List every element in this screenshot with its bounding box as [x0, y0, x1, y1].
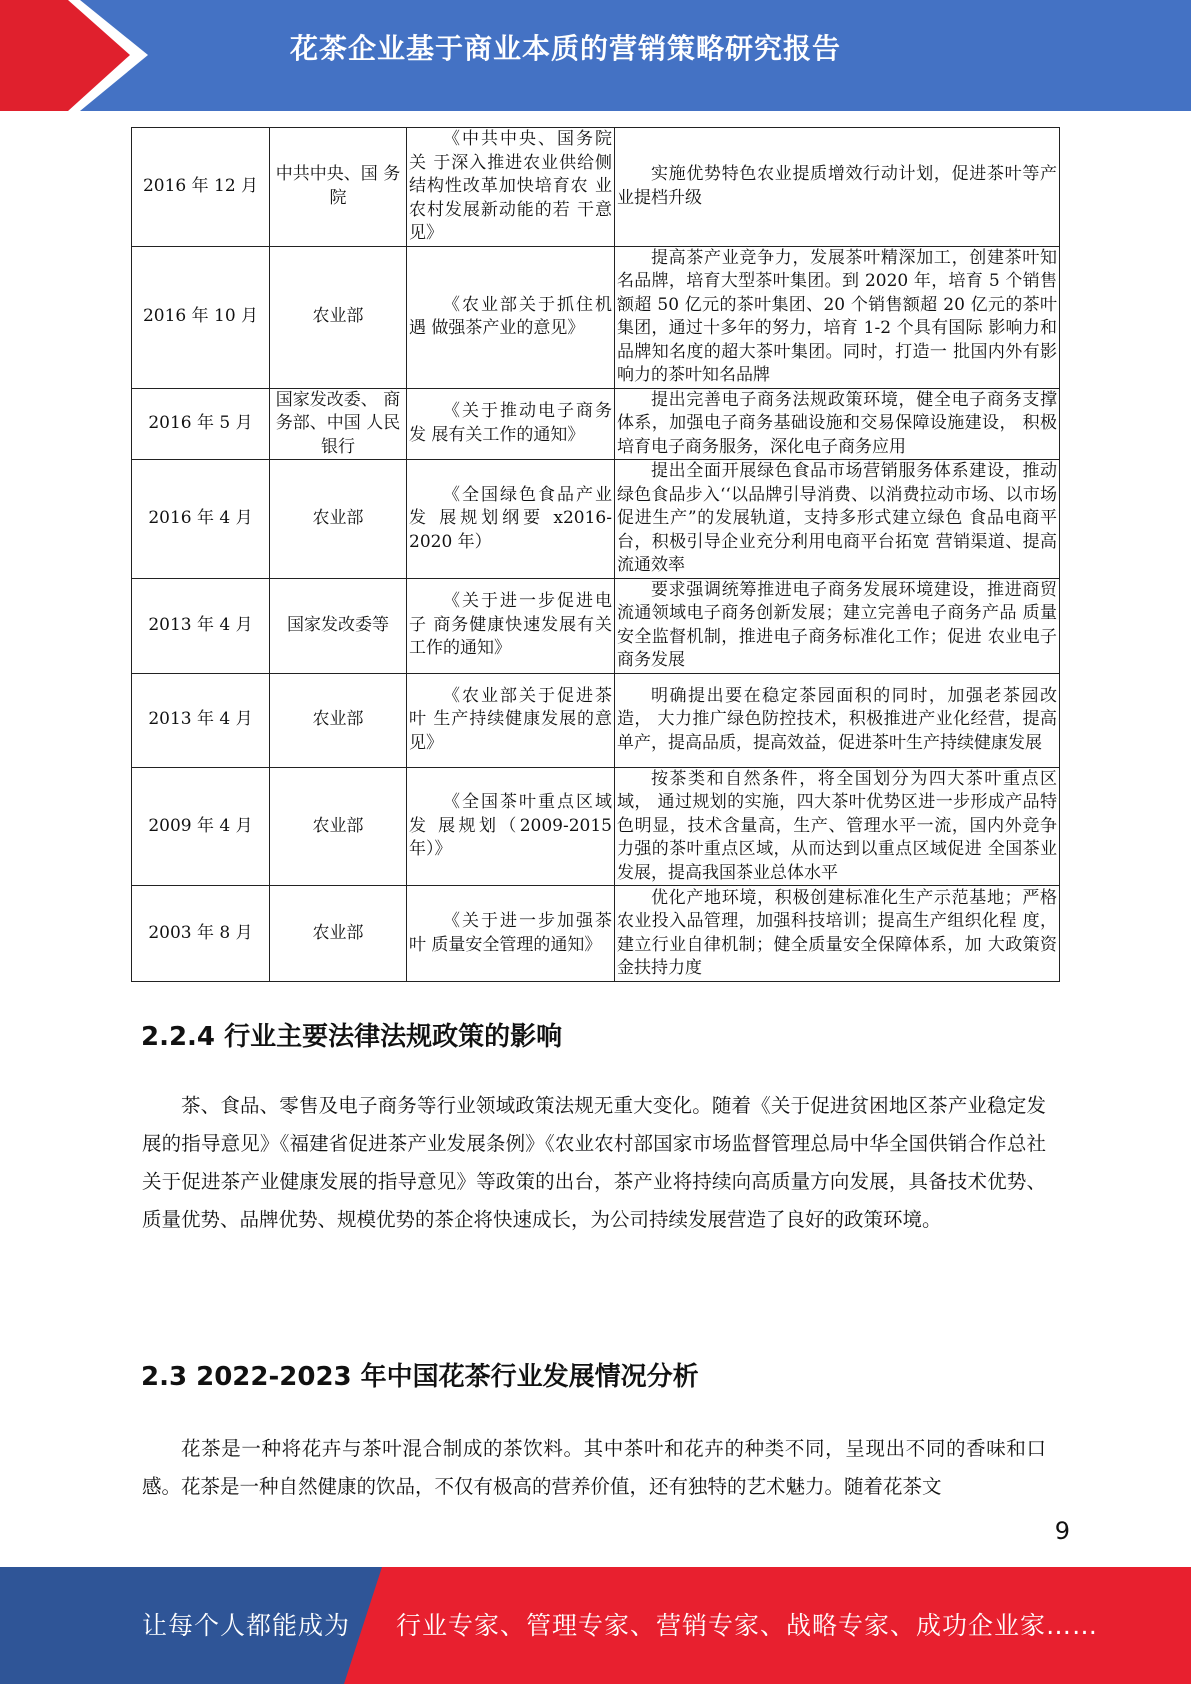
policy-document: 《中共中央、国务院关 于深入推进农业供给侧 结构性改革加快培育农 业农村发展新动能的若 干意见》 [407, 128, 615, 247]
policy-table [131, 127, 1060, 982]
section-2-3-paragraph: 花茶是一种将花卉与茶叶混合制成的茶饮料。其中茶叶和花卉的种类不同，呈现出不同的香味和口感。花茶是一种自然健康的饮品，不仅有极高的营养价值，还有独特的艺术魅力。随着花茶文 [142, 1437, 1046, 1498]
table-row [132, 886, 1060, 982]
policy-content: 提出完善电子商务法规政策环境，健全电子商务支撑体系，加强电子商务基础设施和交易保障设施建设， 积极培育电子商务服务，深化电子商务应用 [615, 388, 1060, 460]
policy-date: 2013 年 4 月 [132, 578, 270, 673]
policy-document: 《关于进一步促进电子 商务健康快速发展有关 工作的通知》 [407, 578, 615, 673]
policy-department: 农业部 [270, 767, 407, 886]
header-red-arrow-shape [0, 0, 150, 111]
section-2-2-4-paragraph: 茶、食品、零售及电子商务等行业领域政策法规无重大变化。随着《关于促进贫困地区茶产业稳定发展的指导意见》《福建省促进茶产业发展条例》《农业农村部国家市场监督管理总局中华全国供销合作总社关于促进茶产业健康发展的指导意见》等政策的出台，茶产业将持续向高质量方向发展，具备技术优势、质量优势、品牌优势、规模优势的茶企将快速成长，为公司持续发展营造了良好的政策环境。 [142, 1094, 1046, 1231]
policy-department: 国家发改委、 商务部、中国 人民银行 [270, 388, 407, 460]
policy-date: 2016 年 12 月 [132, 128, 270, 247]
policy-content: 提出全面开展绿色食品市场营销服务体系建设，推动绿色食品步入‘‘以品牌引导消费、以消费拉动市场、以市场促进生产”的发展轨道，支持多形式建立绿色 食品电商平台，积极引导企业充分利用电商平台拓宽 营销渠道、提高流通效率 [615, 460, 1060, 579]
table-row [132, 673, 1060, 767]
policy-date: 2013 年 4 月 [132, 673, 270, 767]
footer-slogan-right: 行业专家、管理专家、营销专家、战略专家、成功企业家…… [396, 1611, 1099, 1640]
policy-date: 2016 年 10 月 [132, 246, 270, 388]
policy-content: 实施优势特色农业提质增效行动计划，促进茶叶等产业提档升级 [615, 128, 1060, 247]
table-row [132, 388, 1060, 460]
policy-department: 中共中央、国 务院 [270, 128, 407, 247]
section-heading-2-2-4: 2.2.4 行业主要法律法规政策的影响 [141, 1022, 563, 1052]
policy-content: 要求强调统筹推进电子商务发展环境建设，推进商贸流通领域电子商务创新发展；建立完善电子商务产品 质量安全监督机制，推进电子商务标准化工作；促进 农业电子商务发展 [615, 578, 1060, 673]
policy-content: 按茶类和自然条件，将全国划分为四大茶叶重点区域， 通过规划的实施，四大茶叶优势区进一步形成产品特 色明显，技术含量高，生产、管理水平一流，国内外竞争力强的茶叶重点区域，从而达到以重点区域促进 全国茶业发展，提高我国茶业总体水平 [615, 767, 1060, 886]
policy-document: 《农业部关于抓住机遇 做强茶产业的意见》 [407, 246, 615, 388]
policy-department: 农业部 [270, 673, 407, 767]
policy-department: 农业部 [270, 460, 407, 579]
page-footer [0, 1567, 1191, 1684]
policy-content: 优化产地环境，积极创建标准化生产示范基地；严格农业投入品管理，加强科技培训；提高生产组织化程 度，建立行业自律机制；健全质量安全保障体系，加 大政策资金扶持力度 [615, 886, 1060, 982]
table-row [132, 246, 1060, 388]
table-row [132, 578, 1060, 673]
policy-department: 国家发改委等 [270, 578, 407, 673]
policy-department: 农业部 [270, 246, 407, 388]
page-number: 9 [1054, 1517, 1070, 1545]
policy-document: 《关于推动电子商务发 展有关工作的通知》 [407, 388, 615, 460]
policy-department: 农业部 [270, 886, 407, 982]
page-header [0, 0, 1191, 111]
policy-date: 2009 年 4 月 [132, 767, 270, 886]
policy-content: 提高茶产业竞争力，发展茶叶精深加工，创建茶叶知名品牌，培育大型茶叶集团。到 2020 年，培育 5 个销售额超 50 亿元的茶叶集团、20 个销售额超 20 亿元的茶叶集团，通过十多年的努力，培育 1-2 个具有国际 影响力和品牌知名度的超大茶叶集团。同时，打造一 批国内外有影响力的茶叶知名品牌 [615, 246, 1060, 388]
policy-document: 《农业部关于促进茶叶 生产持续健康发展的意 见》 [407, 673, 615, 767]
policy-date: 2003 年 8 月 [132, 886, 270, 982]
policy-content: 明确提出要在稳定茶园面积的同时，加强老茶园改造， 大力推广绿色防控技术，积极推进产业化经营，提高 单产，提高品质，提高效益，促进茶叶生产持续健康发展 [615, 673, 1060, 767]
policy-date: 2016 年 4 月 [132, 460, 270, 579]
table-row [132, 767, 1060, 886]
table-row [132, 128, 1060, 247]
table-row [132, 460, 1060, 579]
footer-slogan-left: 让每个人都能成为 [142, 1611, 351, 1640]
policy-date: 2016 年 5 月 [132, 388, 270, 460]
policy-document: 《全国绿色食品产业发 展规划纲要 x2016-2020 年） [407, 460, 615, 579]
policy-document: 《关于进一步加强茶叶 质量安全管理的通知》 [407, 886, 615, 982]
policy-document: 《全国茶叶重点区域发 展规划（2009-2015 年）》 [407, 767, 615, 886]
report-title: 花茶企业基于商业本质的营销策略研究报告 [290, 32, 842, 65]
section-heading-2-3: 2.3 2022-2023 年中国花茶行业发展情况分析 [141, 1362, 699, 1392]
